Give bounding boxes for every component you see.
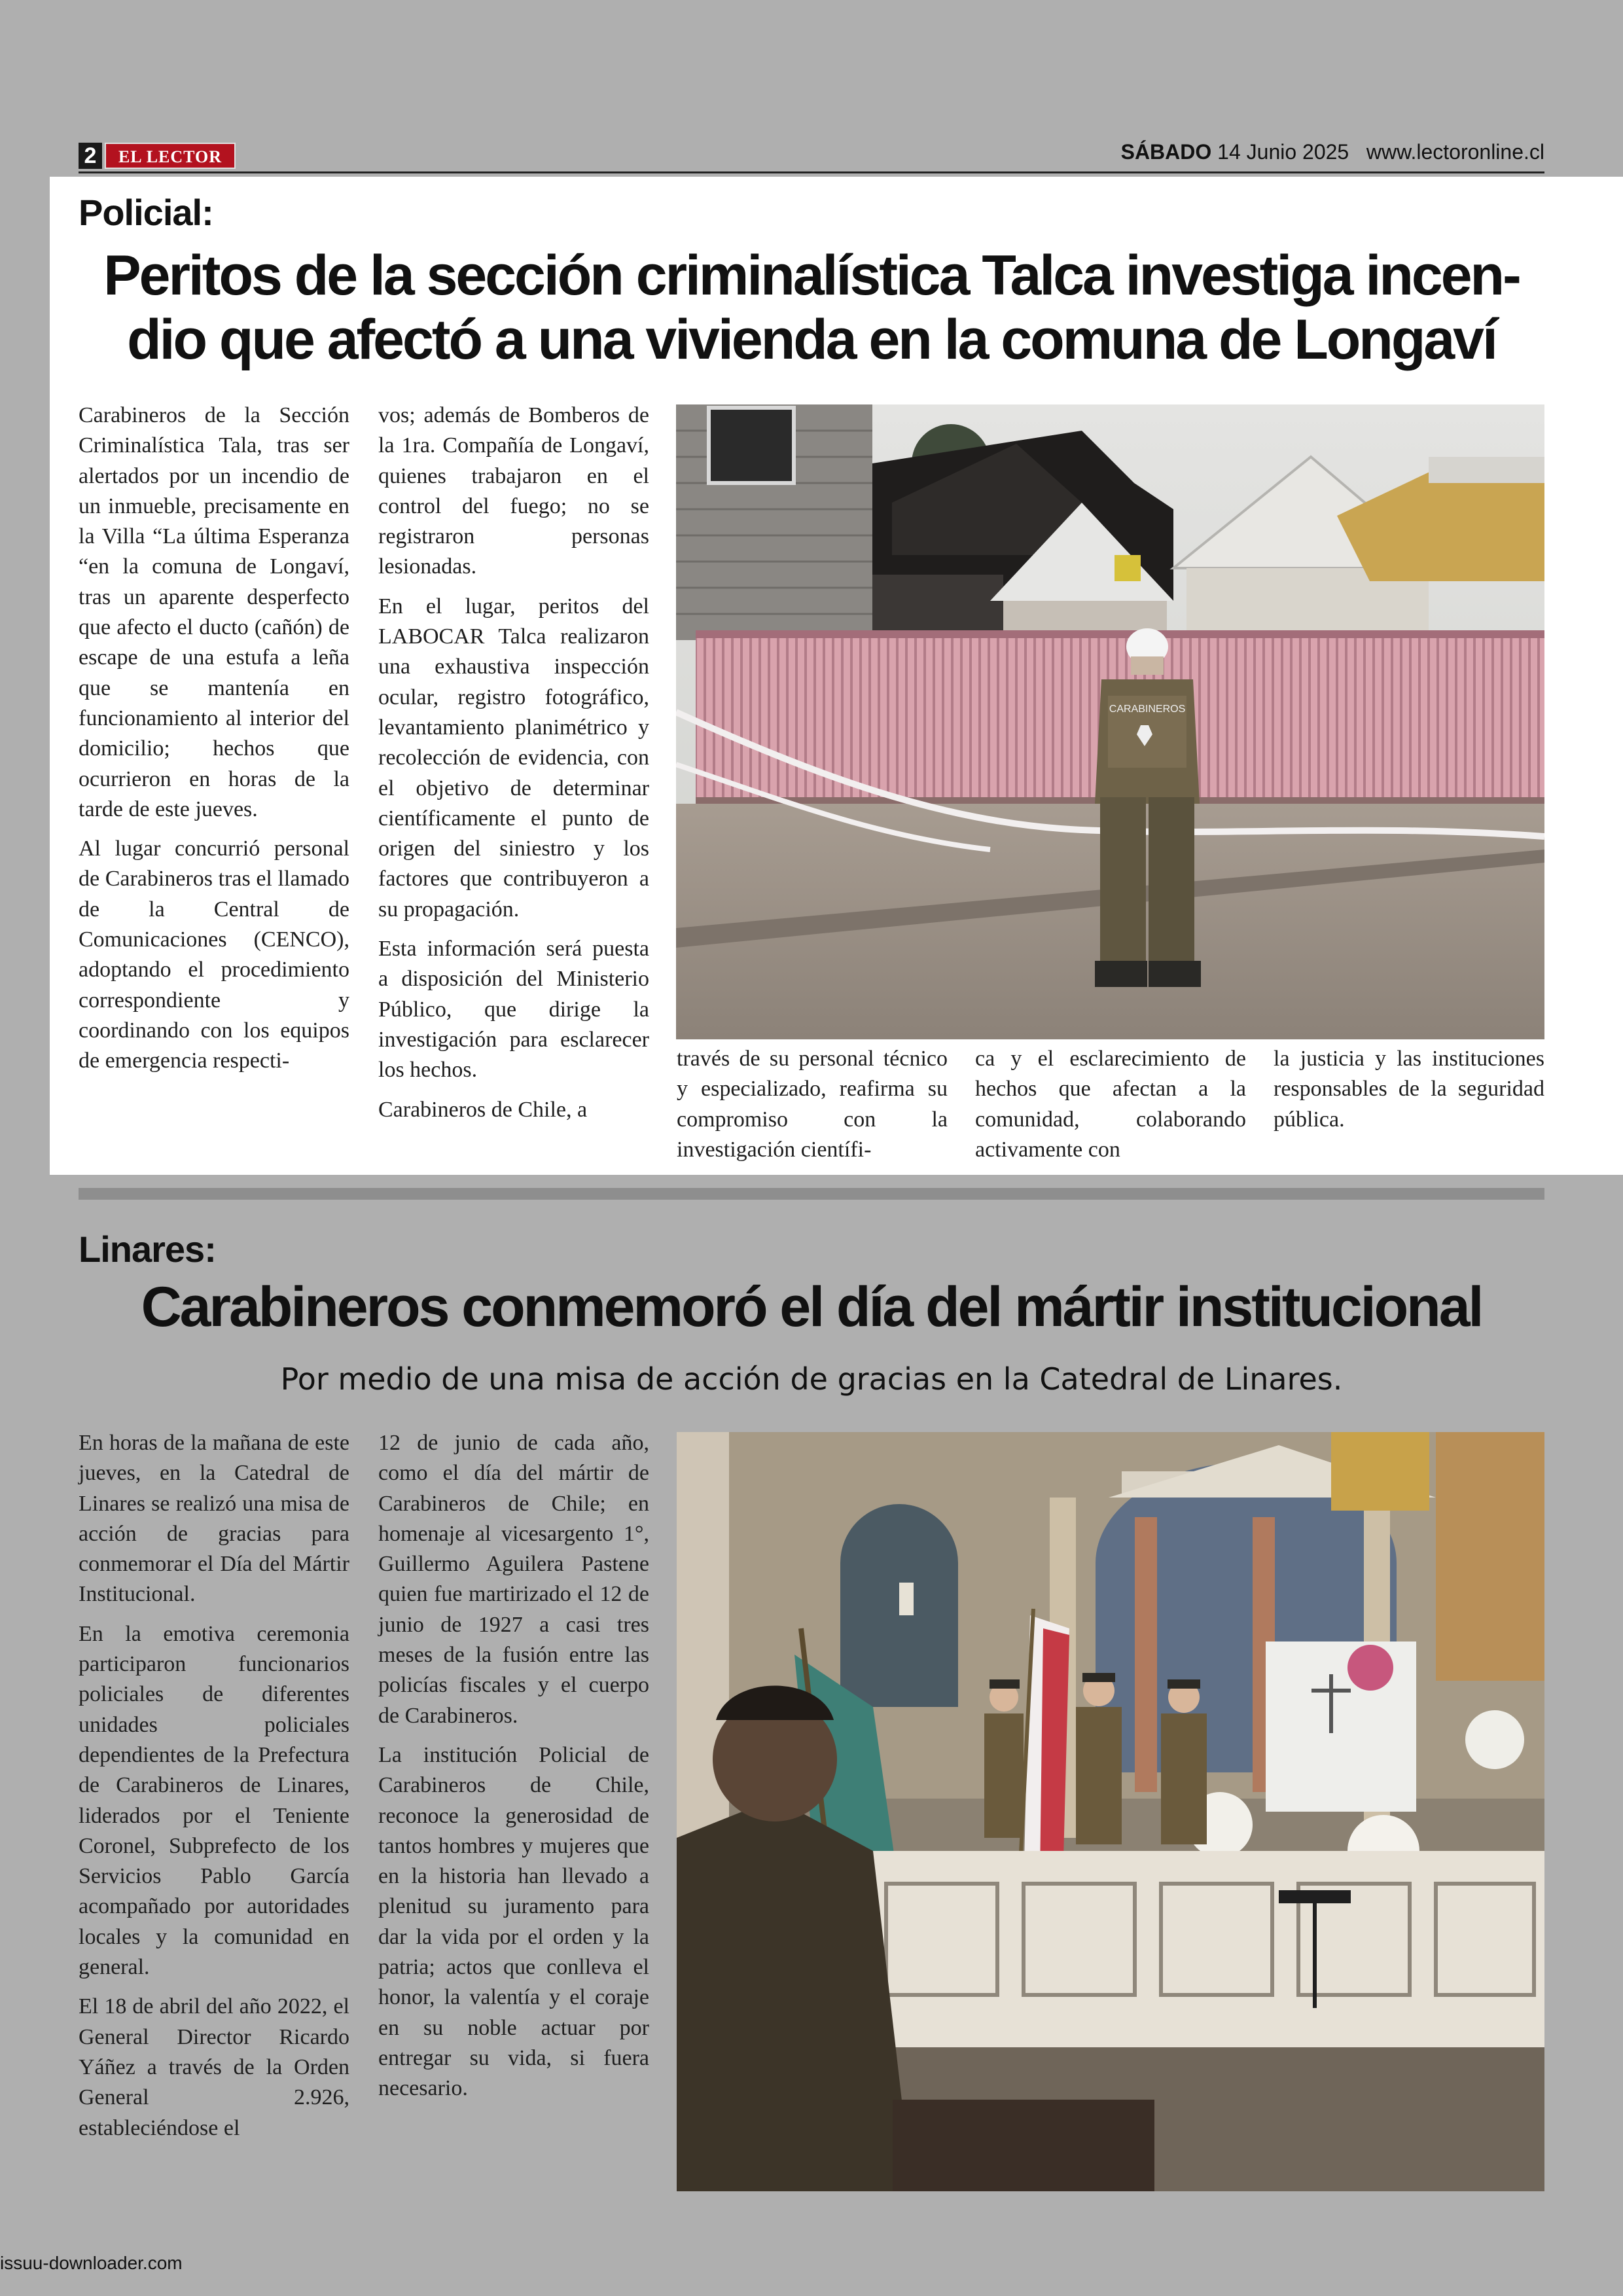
- article1-column-4: [975, 1044, 1246, 1165]
- paragraph: través de su personal técnico y especializado, reafirma su compromiso con la investigación científi-: [677, 1047, 948, 1162]
- fire-scene-photo: [676, 404, 1544, 1039]
- article1-column-1: [79, 401, 349, 1077]
- vest-text: CARABINEROS: [1109, 704, 1186, 715]
- paragraph: 12 de junio de cada año, como el día del mártir de Carabineros de Chile; en homenaje al vicesargento 1°, Guillermo Aguilera Pastene quien fue martirizado el 12 de junio de 1927 a casi tres meses de la fusión entre las policías fiscales y el cuerpo de Carabineros.: [378, 1431, 649, 1728]
- paragraph: El 18 de abril del año 2022, el General Director Ricardo Yáñez a través de la Orden General 2.926, estableciéndose el: [79, 1994, 349, 2140]
- paragraph: la justicia y las instituciones responsables de la seguridad pública.: [1274, 1047, 1544, 1132]
- paragraph: Esta información será puesta a disposición del Ministerio Público, que dirige la investigación para esclarecer los hechos.: [378, 937, 649, 1083]
- paragraph: La institución Policial de Carabineros de Chile, reconoce la generosidad de tantos hombres y mujeres que en la historia han llevado a plenitud su juramento para dar la vida por el orden y la patria; actos que conlleva el honor, la valentía y el coraje en su noble actuar por entregar su vida, si fuera necesario.: [378, 1742, 649, 2101]
- article2-headline: Carabineros conmemoró el día del mártir institucional: [141, 1276, 1482, 1338]
- page-header: [79, 140, 1544, 170]
- article2-column-1: [79, 1428, 349, 2144]
- article1-headline-line2: dio que afectó a una vivienda en la comuna de Longaví: [127, 308, 1496, 371]
- paragraph: Carabineros de la Sección Criminalística Tala, tras ser alertados por un incendio de un inmueble, precisamente en la Villa “La última Esperanza “en la comuna de Longaví, tras un aparente desperfecto que afecto el ducto (cañón) de escape de una estufa a leña que se mantenía en funcionamiento al interior del domicilio; hechos que ocurrieron en horas de la tarde de este jueves.: [79, 403, 349, 821]
- article2-kicker: Linares:: [79, 1229, 216, 1270]
- article2-subhead: Por medio de una misa de acción de gracias en la Catedral de Linares.: [280, 1361, 1343, 1397]
- paragraph: Al lugar concurrió personal de Carabineros tras el llamado de la Central de Comunicaciones (CENCO), adoptando el procedimiento correspondiente y coordinando con los equipos de emergencia respecti-: [79, 836, 349, 1073]
- paragraph: En el lugar, peritos del LABOCAR Talca realizaron una exhaustiva inspección ocular, registro fotográfico, levantamiento planimétrico y recolección de evidencia, con el objetivo de determinar científicamente el punto de origen del siniestro y los factores que contribuyeron a su propagación.: [378, 594, 649, 922]
- header-day: SÁBADO: [1120, 140, 1212, 164]
- header-rule: [79, 171, 1544, 173]
- paragraph: ca y el esclarecimiento de hechos que afectan a la comunidad, colaborando activamente con: [975, 1047, 1246, 1162]
- paragraph: Carabineros de Chile, a: [378, 1097, 588, 1122]
- paragraph: En la emotiva ceremonia participaron funcionarios policiales de diferentes unidades policiales dependientes de la Prefectura de Carabineros de Linares, liderados por el Teniente Coronel, Subprefecto de los Servicios Pablo García acompañado por autoridades locales y la comunidad en general.: [79, 1621, 349, 1980]
- header-date: 14 Junio 2025: [1217, 140, 1349, 164]
- article1-headline: [52, 243, 1571, 372]
- page-number: 2: [79, 143, 102, 169]
- watermark-text: issuu-downloader.com: [0, 2253, 183, 2273]
- paragraph: vos; además de Bomberos de la 1ra. Compañía de Longaví, quienes trabajaron en el control del fuego; no se registraron personas lesionadas.: [378, 403, 649, 579]
- header-dateline: [1121, 140, 1544, 169]
- section-divider: [79, 1188, 1544, 1200]
- cathedral-ceremony-photo: [677, 1432, 1544, 2191]
- paragraph: En horas de la mañana de este jueves, en la Catedral de Linares se realizó una misa de acción de gracias para conmemorar el Día del Mártir Institucional.: [79, 1431, 349, 1607]
- newspaper-logo: EL LECTOR: [105, 143, 236, 169]
- cathedral-ceremony-illustration: [677, 1432, 1544, 2191]
- article1-column-3: [677, 1044, 948, 1165]
- article1-column-2: [378, 401, 649, 1125]
- article1-headline-line1: Peritos de la sección criminalística Talca investiga incen-: [103, 244, 1520, 307]
- article1-column-5: [1274, 1044, 1544, 1135]
- article1-kicker: Policial:: [79, 192, 213, 233]
- article2-column-2: [378, 1428, 649, 2104]
- fire-scene-illustration: [676, 404, 1544, 1039]
- header-website: www.lectoronline.cl: [1366, 140, 1544, 164]
